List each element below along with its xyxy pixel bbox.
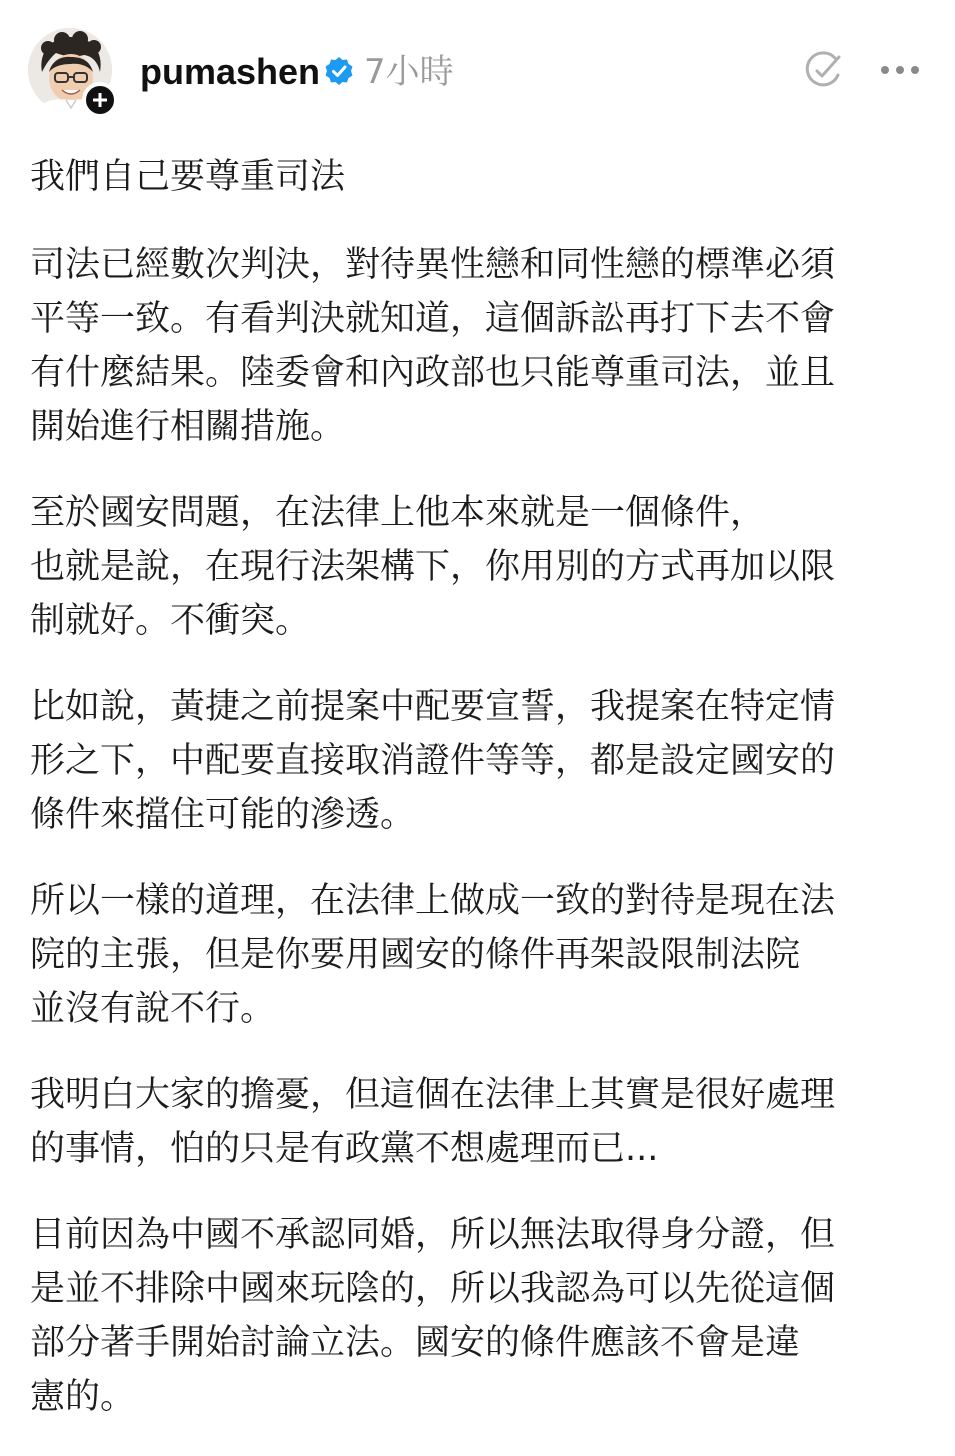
post-paragraph-7: 目前因為中國不承認同婚，所以無法取得身分證，但 是並不排除中國來玩陰的，所以我認為可以先從這個 部分著手開始討論立法。￼國安的條件應該不會是違 憲的。￼ — [30, 1215, 836, 1417]
verified-badge-icon — [324, 56, 354, 86]
post-paragraph-5: 所以一樣的道理，在法律上做成一致的對待是現在法 院的主張，但是你要用國安的條件再架設限制￼法院 並沒有說不行。￼ — [30, 881, 836, 1029]
more-horizontal-icon[interactable] — [878, 56, 922, 84]
post-header — [0, 0, 955, 130]
activity-icon[interactable] — [804, 50, 844, 90]
post-paragraph-2: 司法已經數次判決，對待異性戀和同性戀的標準必須 平等一致。有看判決就知道，這個訴訟再打下去不會 有什麼結果。陸委會和內政部也只能尊重司法，並且 開始進行相關措施。 — [30, 245, 836, 447]
post-paragraph-3: ￼至於國安問題，在法律上他本來就是一個條件，￼ 也就是說，在現行法架構下，你用別的方式再加以限 制就好。￼不衝突。 — [30, 493, 836, 641]
post-paragraph-4: 比如說，黃捷之前提案中配要宣誓，我提案在特定情 形之下，中配要直接取消證件等等，都是設定國安的 條件來擋住可能的滲透。￼ — [30, 687, 836, 835]
avatar-container[interactable] — [28, 28, 112, 112]
post-paragraph-6: 我明白大家的擔憂，但這個在法律上其實是很好處理 的事情，￼怕的只是有政黨不想處理而已... — [30, 1075, 836, 1169]
username[interactable]: pumashen — [140, 51, 321, 92]
post-paragraph-1: 我們自己要尊重司法 — [30, 157, 346, 197]
follow-plus-icon[interactable] — [82, 82, 118, 118]
post-timestamp: 7小時 — [364, 52, 454, 92]
post-body — [30, 150, 900, 1456]
